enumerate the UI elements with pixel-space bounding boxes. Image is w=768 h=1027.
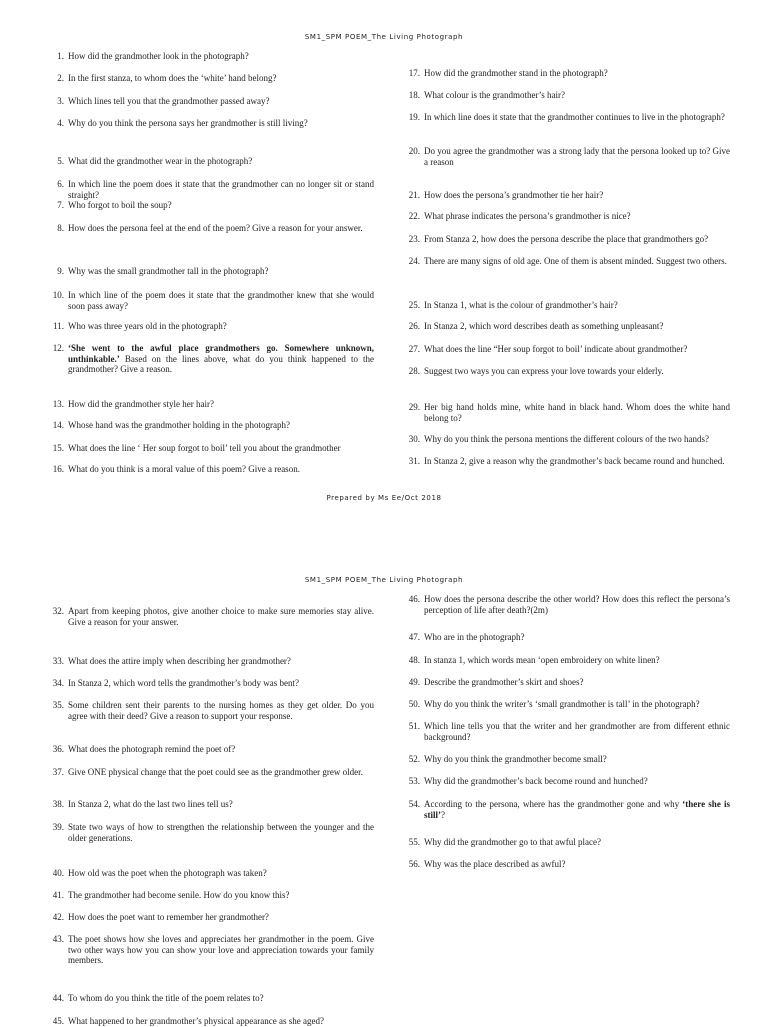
question-number: 2.: [57, 73, 64, 83]
question-number: 13.: [52, 399, 64, 409]
question-item: [408, 655, 730, 666]
question-number: 33.: [52, 656, 64, 666]
question-number: 7.: [57, 200, 64, 210]
question-text: Why do you think the persona says her grandmother is still living?: [68, 118, 308, 128]
question-number: 51.: [408, 721, 420, 731]
question-number: 21.: [408, 190, 420, 200]
question-text: Based on the lines above, what do you think happened to the grandmother? Give a reason.: [68, 353, 374, 374]
question-number: 36.: [52, 744, 64, 754]
question-number: 55.: [408, 837, 420, 847]
question-number: 52.: [408, 754, 420, 764]
question-item: [57, 223, 374, 234]
question-quote: ‘She went to the awful place grandmothers go. Somewhere unknown, unthinkable.’: [68, 343, 374, 364]
question-text: To whom do you think the title of the poem relates to?: [68, 993, 264, 1003]
question-text: In which line does it state that the grandmother continues to live in the photograph?: [424, 112, 725, 122]
question-number: 12.: [52, 343, 64, 353]
question-item: [408, 456, 730, 467]
question-number: 54.: [408, 799, 420, 809]
question-item: [52, 744, 374, 755]
question-text: What does the photograph remind the poet of?: [68, 744, 236, 754]
question-item: [408, 256, 730, 267]
question-number: 40.: [52, 868, 64, 878]
question-number: 29.: [408, 402, 420, 412]
question-item: [57, 266, 374, 277]
question-number: 3.: [57, 96, 64, 106]
question-number: 14.: [52, 420, 64, 430]
question-number: 18.: [408, 90, 420, 100]
question-text: Why was the place described as awful?: [424, 859, 566, 869]
question-text: How did the grandmother stand in the photograph?: [424, 68, 608, 78]
question-number: 34.: [52, 678, 64, 688]
question-item: [408, 776, 730, 787]
question-text: Why was the small grandmother tall in the photograph?: [68, 266, 269, 276]
question-text: How does the poet want to remember her grandmother?: [68, 912, 269, 922]
question-number: 53.: [408, 776, 420, 786]
question-text: How did the grandmother style her hair?: [68, 399, 214, 409]
question-item: [52, 443, 374, 454]
question-text: From Stanza 2, how does the persona describe the place that grandmothers go?: [424, 234, 709, 244]
question-text: Her big hand holds mine, white hand in black hand. Whom does the white hand belong to?: [424, 402, 730, 423]
question-item: [52, 890, 374, 901]
question-item: [52, 700, 374, 721]
question-item: [408, 234, 730, 245]
question-item: [52, 290, 374, 311]
question-item: [52, 1016, 374, 1027]
question-number: 26.: [408, 321, 420, 331]
question-item: [52, 799, 374, 810]
question-text: Who forgot to boil the soup?: [68, 200, 172, 210]
question-item: [52, 399, 374, 410]
question-number: 16.: [52, 464, 64, 474]
question-number: 48.: [408, 655, 420, 665]
question-text: Whose hand was the grandmother holding in the photograph?: [68, 420, 290, 430]
question-number: 30.: [408, 434, 420, 444]
question-text: In which line the poem does it state that the grandmother can no longer sit or stand straight?: [68, 179, 374, 200]
question-number: 56.: [408, 859, 420, 869]
question-text: In Stanza 2, which word describes death as something unpleasant?: [424, 321, 664, 331]
question-item: [52, 656, 374, 667]
question-item: [408, 190, 730, 201]
question-text: There are many signs of old age. One of them is absent minded. Suggest two others.: [424, 256, 727, 266]
question-number: 35.: [52, 700, 64, 710]
question-item: [408, 211, 730, 222]
question-item: [408, 754, 730, 765]
question-number: 11.: [53, 321, 64, 331]
question-item: [408, 321, 730, 332]
question-item: [57, 51, 374, 62]
question-text: Why did the grandmother go to that awful place?: [424, 837, 601, 847]
question-number: 10.: [52, 290, 64, 300]
question-text: Why did the grandmother’s back become round and hunched?: [424, 776, 648, 786]
question-number: 50.: [408, 699, 420, 709]
question-text: Why do you think the writer’s ‘small grandmother is tall’ in the photograph?: [424, 699, 700, 709]
question-number: 5.: [57, 156, 64, 166]
question-text: How does the persona describe the other world? How does this reflect the persona’s perception of life after death?(2m): [424, 594, 730, 615]
question-text: Why do you think the persona mentions the different colours of the two hands?: [424, 434, 710, 444]
question-text: Some children sent their parents to the nursing homes as they get older. Do you agree with their deed? Give a reason to support your response.: [68, 700, 374, 721]
question-text: Apart from keeping photos, give another choice to make sure memories stay alive. Give a reason for your answer.: [68, 606, 374, 627]
question-item: [52, 606, 374, 627]
question-text: What did the grandmother wear in the photograph?: [68, 156, 253, 166]
question-item: [52, 464, 374, 475]
question-number: 24.: [408, 256, 420, 266]
question-number: 19.: [408, 112, 420, 122]
question-text: In Stanza 2, which word tells the grandmother’s body was bent?: [68, 678, 300, 688]
question-number: 1.: [57, 51, 64, 61]
question-item: [57, 156, 374, 167]
question-item: [57, 179, 374, 200]
question-text: What does the line “Her soup forgot to boil’ indicate about grandmother?: [424, 344, 688, 354]
question-item: [408, 699, 730, 710]
question-item: [408, 344, 730, 355]
question-item: [53, 321, 374, 332]
question-item: [52, 678, 374, 689]
question-text: What does the line ‘ Her soup forgot to boil’ tell you about the grandmother: [68, 443, 341, 453]
question-text: Which lines tell you that the grandmother passed away?: [68, 96, 270, 106]
question-text: Describe the grandmother’s skirt and shoes?: [424, 677, 584, 687]
question-number: 17.: [408, 68, 420, 78]
question-number: 44.: [52, 993, 64, 1003]
question-item: [57, 200, 374, 211]
question-number: 23.: [408, 234, 420, 244]
question-number: 8.: [57, 223, 64, 233]
question-number: 20.: [408, 146, 420, 156]
question-number: 47.: [408, 632, 420, 642]
question-item: [408, 594, 730, 615]
question-item: [408, 721, 730, 742]
question-text: In Stanza 2, give a reason why the grandmother’s back became round and hunched.: [424, 456, 725, 466]
question-text: The grandmother had become senile. How do you know this?: [68, 890, 290, 900]
question-text: In the first stanza, to whom does the ‘white’ hand belong?: [68, 73, 277, 83]
question-number: 4.: [57, 118, 64, 128]
question-number: 38.: [52, 799, 64, 809]
question-text: Who was three years old in the photograph?: [68, 321, 227, 331]
question-text: According to the persona, where has the grandmother gone and why: [424, 799, 683, 809]
question-item: [408, 300, 730, 311]
question-quote: ‘there she is still’: [424, 799, 731, 820]
question-item: [57, 118, 374, 129]
question-number: 46.: [408, 594, 420, 604]
question-item: [408, 632, 730, 643]
question-text: In Stanza 1, what is the colour of grandmother’s hair?: [424, 300, 618, 310]
question-text: What does the attire imply when describing her grandmother?: [68, 656, 291, 666]
question-item: [408, 677, 730, 688]
question-number: 32.: [52, 606, 64, 616]
question-number: 49.: [408, 677, 420, 687]
question-number: 28.: [408, 366, 420, 376]
question-text: What happened to her grandmother’s physical appearance as she aged?: [68, 1016, 324, 1026]
question-item: [408, 402, 730, 423]
question-number: 22.: [408, 211, 420, 221]
question-text: The poet shows how she loves and appreciates her grandmother in the poem. Give two other ways how you can show your love and appreciation towards your family members.: [68, 934, 374, 965]
question-number: 37.: [52, 767, 64, 777]
question-number: 25.: [408, 300, 420, 310]
question-number: 43.: [52, 934, 64, 944]
question-item: [408, 434, 730, 445]
question-item: [52, 934, 374, 966]
question-item: [408, 112, 730, 123]
question-text: Who are in the photograph?: [424, 632, 525, 642]
question-text: Why do you think the grandmother become small?: [424, 754, 607, 764]
question-item: [408, 837, 730, 848]
question-number: 15.: [52, 443, 64, 453]
question-item: [57, 73, 374, 84]
question-text: What phrase indicates the persona’s grandmother is nice?: [424, 211, 631, 221]
question-text: How does the persona feel at the end of the poem? Give a reason for your answer.: [68, 223, 363, 233]
question-text: Give ONE physical change that the poet could see as the grandmother grew older.: [68, 767, 363, 777]
question-text: In Stanza 2, what do the last two lines tell us?: [68, 799, 233, 809]
question-text: How does the persona’s grandmother tie her hair?: [424, 190, 604, 200]
question-text: How did the grandmother look in the photograph?: [68, 51, 249, 61]
question-text: Which line tells you that the writer and her grandmother are from different ethnic background?: [424, 721, 730, 742]
question-number: 41.: [52, 890, 64, 900]
question-text: What colour is the grandmother’s hair?: [424, 90, 566, 100]
sheet1-footer: Prepared by Ms Ee/Oct 2018: [326, 494, 442, 502]
question-item: [52, 822, 374, 843]
question-number: 42.: [52, 912, 64, 922]
question-item: [52, 912, 374, 923]
question-item: [408, 799, 731, 820]
sheet2-header: SM1_SPM POEM_The Living Photograph: [304, 576, 464, 584]
question-text: State two ways of how to strengthen the relationship between the younger and the older generations.: [68, 822, 374, 843]
question-item: [408, 146, 730, 167]
question-number: 45.: [52, 1016, 64, 1026]
question-number: 39.: [52, 822, 64, 832]
question-text: Do you agree the grandmother was a strong lady that the persona looked up to? Give a reason: [424, 146, 730, 167]
sheet1-header: SM1_SPM POEM_The Living Photograph: [304, 33, 464, 41]
question-item: [52, 343, 374, 375]
question-item: [408, 859, 730, 870]
question-item: [57, 96, 374, 107]
question-number: 27.: [408, 344, 420, 354]
question-text: What do you think is a moral value of this poem? Give a reason.: [68, 464, 300, 474]
question-number: 31.: [408, 456, 420, 466]
question-text: Suggest two ways you can express your love towards your elderly.: [424, 366, 664, 376]
question-text: In stanza 1, which words mean ‘open embroidery on white linen?: [424, 655, 660, 665]
question-item: [52, 767, 374, 778]
question-item: [408, 366, 730, 377]
question-text: In which line of the poem does it state that the grandmother knew that she would soon pass away?: [68, 290, 374, 311]
question-item: [52, 868, 374, 879]
question-item: [52, 420, 374, 431]
question-text-tail: ?: [441, 809, 445, 820]
question-number: 9.: [57, 266, 64, 276]
question-item: [408, 90, 730, 101]
question-item: [52, 993, 374, 1004]
question-item: [408, 68, 730, 79]
question-text: How old was the poet when the photograph was taken?: [68, 868, 267, 878]
question-number: 6.: [57, 179, 64, 189]
